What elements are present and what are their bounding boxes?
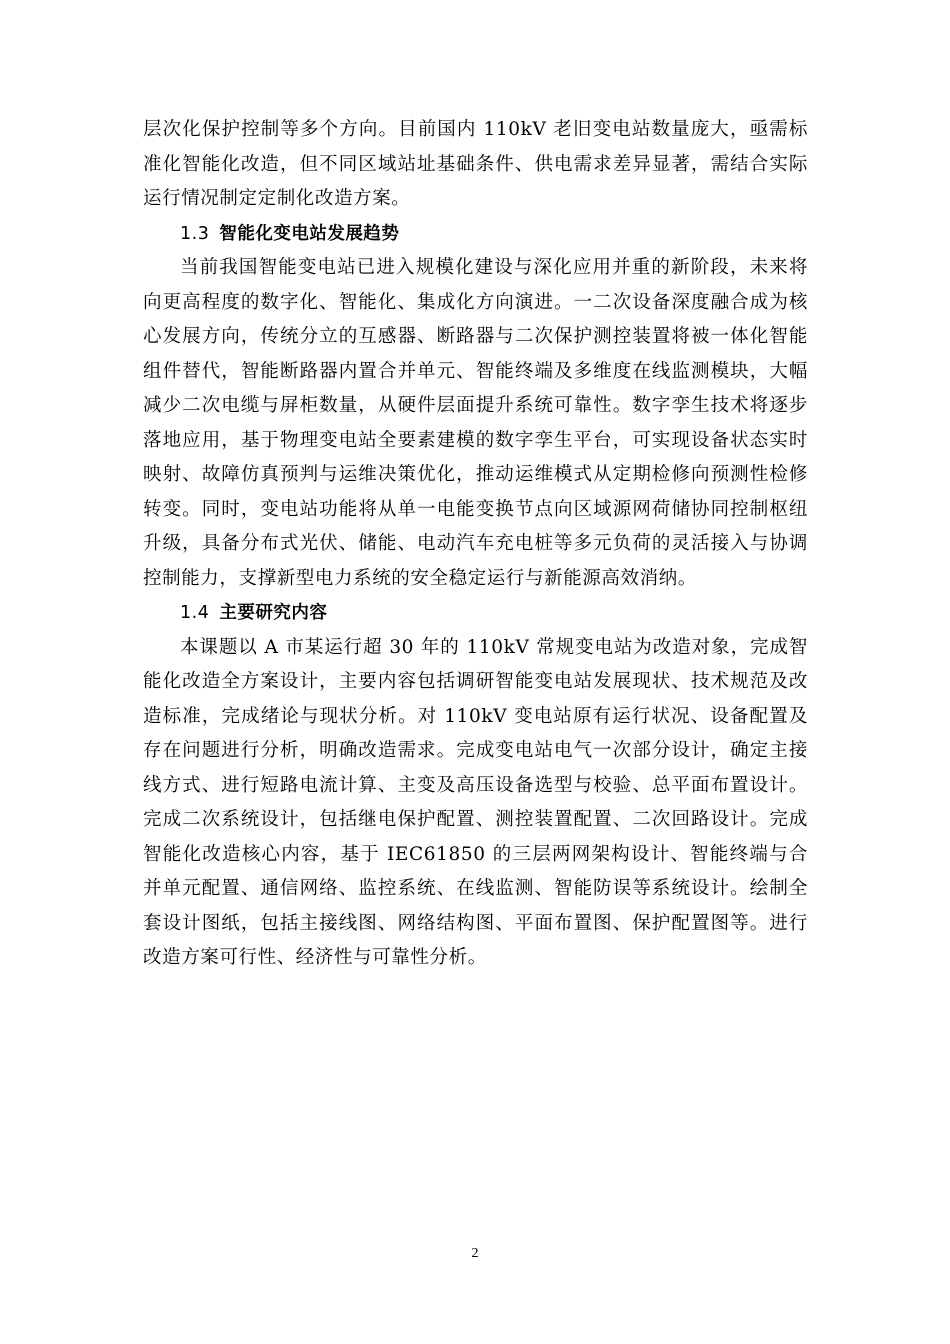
section-1-3-paragraph: 当前我国智能变电站已进入规模化建设与深化应用并重的新阶段，未来将向更高程度的数字化、智能化、集成化方向演进。一二次设备深度融合成为核心发展方向，传统分立的互感器、断路器与二次保护测控装置将被一体化智能组件替代，智能断路器内置合并单元、智能终端及多维度在线监测模块，大幅减少二次电缆与屏柜数量，从硬件层面提升系统可靠性。数字孪生技术将逐步落地应用，基于物理变电站全要素建模的数字孪生平台，可实现设备状态实时映射、故障仿真预判与运维决策优化，推动运维模式从定期检修向预测性检修转变。同时，变电站功能将从单一电能变换节点向区域源网荷储协同控制枢纽升级，具备分布式光伏、储能、电动汽车充电桩等多元负荷的灵活接入与协调控制能力，支撑新型电力系统的安全稳定运行与新能源高效消纳。 xyxy=(143,257,808,589)
section-number: 1.3 xyxy=(180,223,210,244)
intro-paragraph: 层次化保护控制等多个方向。目前国内 110kV 老旧变电站数量庞大，亟需标准化智能化改造，但不同区域站址基础条件、供电需求差异显著，需结合实际运行情况制定定制化改造方案。 xyxy=(143,119,808,209)
section-heading-1-3 xyxy=(143,217,808,252)
page-number: 2 xyxy=(471,1246,479,1261)
section-1-4-paragraph: 本课题以 A 市某运行超 30 年的 110kV 常规变电站为改造对象，完成智能化改造全方案设计，主要内容包括调研智能变电站发展现状、技术规范及改造标准，完成绪论与现状分析。对 110kV 变电站原有运行状况、设备配置及存在问题进行分析，明确改造需求。完成变电站电气一次部分设计，确定主接线方式、进行短路电流计算、主变及高压设备选型与校验、总平面布置设计。完成二次系统设计，包括继电保护配置、测控装置配置、二次回路设计。完成智能化改造核心内容，基于 IEC61850 的三层两网架构设计、智能终端与合并单元配置、通信网络、监控系统、在线监测、智能防误等系统设计。绘制全套设计图纸，包括主接线图、网络结构图、平面布置图、保护配置图等。进行改造方案可行性、经济性与可靠性分析。 xyxy=(143,636,808,968)
section-title: 主要研究内容 xyxy=(219,603,328,623)
page-content xyxy=(143,113,808,976)
section-number: 1.4 xyxy=(180,603,210,623)
section-title: 智能化变电站发展趋势 xyxy=(219,223,400,244)
section-heading-1-4 xyxy=(143,596,808,631)
